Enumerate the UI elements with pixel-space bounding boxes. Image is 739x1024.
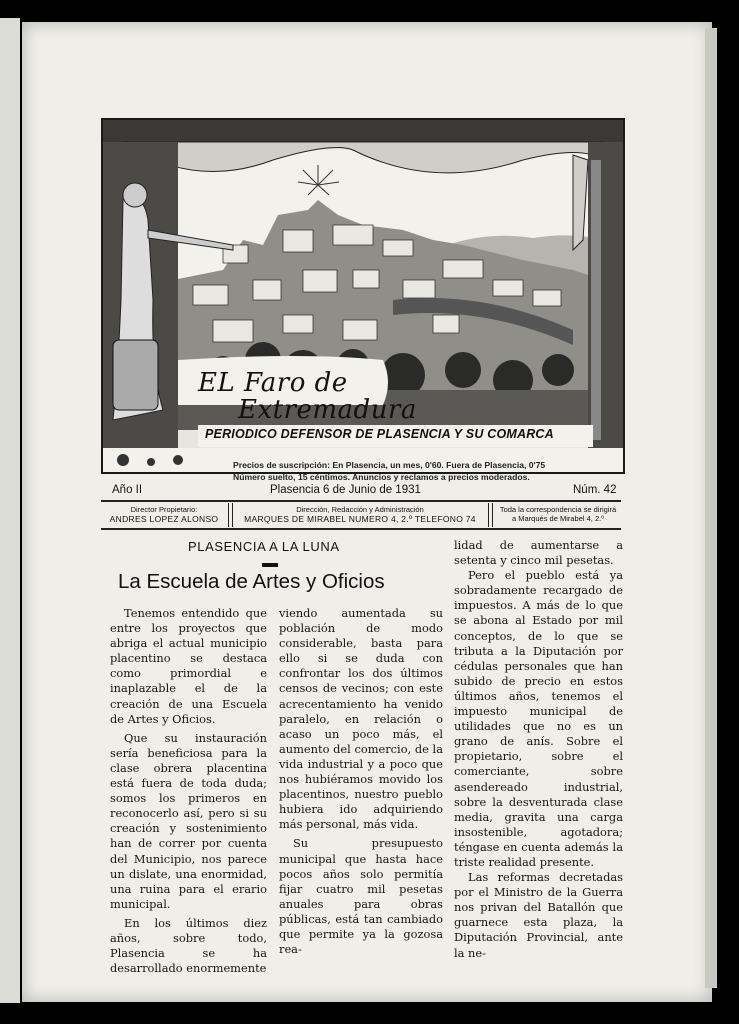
column-divider <box>488 503 493 527</box>
director-name: ANDRES LOPEZ ALONSO <box>109 514 219 524</box>
issue-year: Año II <box>112 484 143 496</box>
masthead-subtitle: PERIODICO DEFENSOR DE PLASENCIA Y SU COMARCA <box>205 427 554 441</box>
masthead-title-line1: EL Faro de <box>198 368 348 398</box>
issue-date: Plasencia 6 de Junio de 1931 <box>270 484 421 496</box>
correspondence-cell <box>494 505 622 523</box>
subscription-prices: Precios de suscripción: En Plasencia, un mes, 0'60. Fuera de Plasencia, 0'75 <box>233 460 546 470</box>
correspondence-line2: a Marqués de Mirabel 4, 2.º <box>512 514 604 523</box>
single-copy-price: Número suelto, 15 céntimos. Anuncios y reclamos a precios moderados. <box>233 472 530 482</box>
previous-page-edge <box>0 18 20 1003</box>
director-cell <box>104 505 224 524</box>
section-heading: PLASENCIA A LA LUNA <box>188 539 340 554</box>
article-column-3 <box>454 538 623 961</box>
paragraph: Pero el pueblo está ya sobradamente recargado de impuestos. A más de lo que se abona al Estado por mil conceptos, de lo que se tributa a la Diputación por cédulas personales que han subido de precio en estos últimos años, tenemos el impuesto municipal de utilidades que no es un grano de anís. Sobre el propietario, sobre el comerciante, sobre asendereado industrial, sobre la desventurada clase media, gravita una carga insostenible, agotadora; téngase en cuenta además la triste realidad presente. <box>454 568 623 869</box>
correspondence-line1: Toda la correspondencia se dirigirá <box>499 505 617 514</box>
paragraph: Su presupuesto municipal que hasta hace pocos años solo permitía fijar cuatro mil pesetas anuales para obras públicas, está tan cambiado que permite ya la gozosa rea- <box>279 836 443 957</box>
rule-bottom <box>101 528 621 530</box>
section-divider <box>262 563 278 567</box>
paragraph: En los últimos diez años, sobre todo, Plasencia se ha desarrollado enormemente <box>110 915 267 976</box>
column-divider <box>228 503 233 527</box>
issue-number: Núm. 42 <box>573 484 617 496</box>
masthead <box>101 118 625 482</box>
paragraph: Que su instauración sería beneficiosa para la clase obrera placentina está fuera de toda duda; somos los primeros en reconocerlo así, pero si su creación y sostenimiento han de correr por cuenta del Municipio, nos parece un dislate, una enormidad, una ruina para el erario municipal. <box>110 730 267 911</box>
administration-cell <box>234 505 486 524</box>
page-edge-shadow <box>705 28 717 988</box>
administration-address: MARQUES DE MIRABEL NUMERO 4, 2.º TELEFONO 74 <box>244 514 476 524</box>
paragraph: Las reformas decretadas por el Ministro de la Guerra nos privan del Batallón que guarnece esta plaza, la Diputación Provincial, ante la ne- <box>454 870 623 960</box>
article-column-1 <box>110 606 267 976</box>
paragraph: lidad de aumentarse a setenta y cinco mil pesetas. <box>454 538 623 568</box>
article-headline: La Escuela de Artes y Oficios <box>118 570 385 593</box>
article-column-2 <box>279 606 443 957</box>
masthead-title-line2: Extremadura <box>238 395 417 425</box>
rule-top <box>101 500 621 502</box>
paragraph: Tenemos entendido que entre los proyectos que abriga el actual municipio placentino se destaca como primordial e inaplazable el de la creación de una Escuela de Artes y Oficios. <box>110 606 267 726</box>
director-label: Director Propietario: <box>130 505 198 514</box>
paragraph: viendo aumentada su población de modo considerable, basta para ello si se duda con confrontar los dos últimos censos de vecinos; con este acrecentamiento ha venido paralelo, en relación o acaso un poco más, el aumento del comercio, de la vida industrial y a poco que nos hubiéramos movido los placentinos, nuestro pueblo hubiera ido adquiriendo más personal, más vida. <box>279 606 443 832</box>
administration-label: Dirección, Redacción y Administración <box>296 505 424 514</box>
